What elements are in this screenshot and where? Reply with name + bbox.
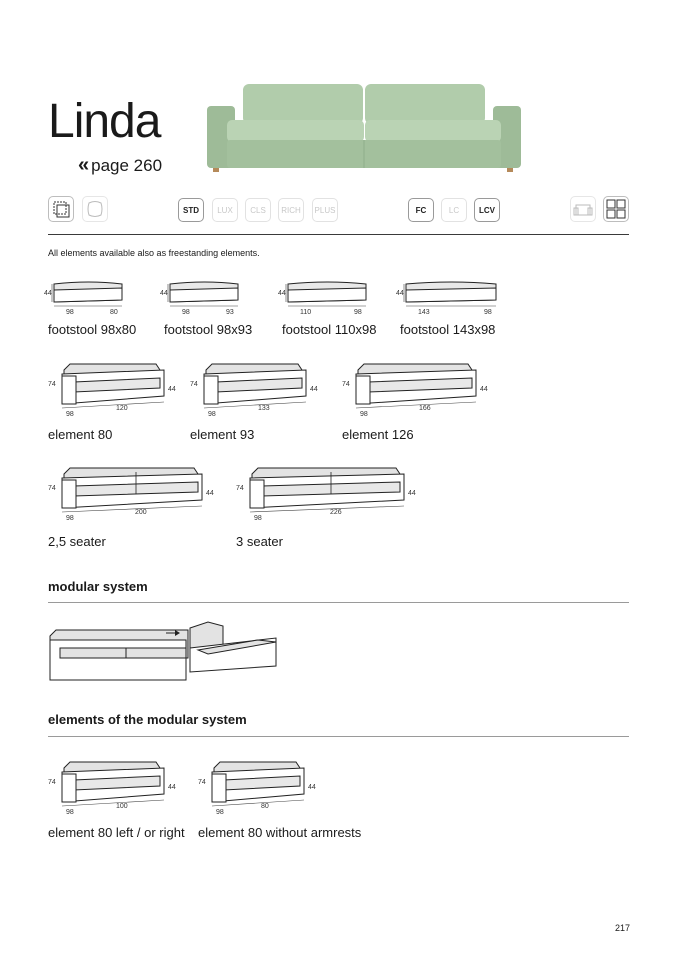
depth-dim-label: 98 — [66, 309, 74, 316]
footstool-diagram — [278, 278, 372, 318]
width-dim-label: 98 — [354, 309, 362, 316]
height-dim-label: 44 — [278, 290, 286, 297]
seater-label: 3 seater — [236, 534, 283, 549]
grade-std-badge: STD — [178, 198, 204, 222]
footstool-diagram — [160, 278, 244, 318]
cushion-icon — [48, 196, 74, 222]
element-diagram — [342, 358, 502, 422]
element-label: element 80 — [48, 427, 113, 442]
depth-dim-label: 98 — [66, 809, 74, 816]
page-ref-arrow-icon: « — [78, 154, 90, 176]
width-dim-label: 166 — [419, 405, 431, 412]
depth-dim-label: 143 — [418, 309, 430, 316]
grade-lux-badge: LUX — [212, 198, 238, 222]
header-divider — [48, 234, 629, 235]
modular-element-diagram — [198, 756, 330, 820]
footstool-diagram — [44, 278, 128, 318]
footstool-diagram — [396, 278, 502, 318]
modular-element-label: element 80 without armrests — [198, 825, 362, 840]
width-dim-label: 93 — [226, 309, 234, 316]
footstool-label: footstool 110x98 — [282, 322, 377, 337]
depth-dim-label: 98 — [66, 515, 74, 522]
comfort-fc-badge: FC — [408, 198, 434, 222]
width-dim-label: 133 — [258, 405, 270, 412]
grade-cls-badge: CLS — [245, 198, 271, 222]
height-dim-label: 44 — [396, 290, 404, 297]
seat-height-dim-label: 44 — [308, 784, 316, 791]
grade-plus-badge: PLUS — [312, 198, 338, 222]
comfort-lcv-badge: LCV — [474, 198, 500, 222]
seat-height-dim-label: 44 — [168, 386, 176, 393]
depth-dim-label: 110 — [300, 309, 312, 316]
seater-label: 2,5 seater — [48, 534, 106, 549]
element-diagram — [190, 358, 332, 422]
seater-diagram — [236, 462, 430, 526]
comfort-lc-badge: LC — [441, 198, 467, 222]
modular-elements-divider — [48, 736, 629, 737]
modular-system-heading: modular system — [48, 579, 148, 594]
depth-dim-label: 98 — [66, 411, 74, 418]
page-reference[interactable] — [78, 155, 162, 175]
width-dim-label: 120 — [116, 405, 128, 412]
height-dim-label: 74 — [48, 485, 56, 492]
modular-system-diagram — [48, 618, 280, 680]
width-dim-label: 226 — [330, 509, 342, 516]
depth-dim-label: 98 — [254, 515, 262, 522]
seat-height-dim-label: 44 — [168, 784, 176, 791]
availability-note: All elements available also as freestanding elements. — [48, 248, 260, 258]
leather-hide-icon — [82, 196, 108, 222]
page-number: 217 — [615, 923, 631, 933]
height-dim-label: 44 — [160, 290, 168, 297]
height-dim-label: 74 — [48, 381, 56, 388]
footstool-label: footstool 98x93 — [164, 322, 253, 337]
modular-divider — [48, 602, 629, 603]
seater-diagram — [48, 462, 228, 526]
page-ref-text: page 260 — [91, 156, 163, 175]
modular-grid-icon — [603, 196, 629, 222]
height-dim-label: 74 — [236, 485, 244, 492]
width-dim-label: 80 — [261, 803, 269, 810]
modular-element-label: element 80 left / or right — [48, 825, 185, 840]
modular-elements-heading: elements of the modular system — [48, 712, 247, 727]
footstool-label: footstool 143x98 — [400, 322, 496, 337]
footstool-label: footstool 98x80 — [48, 322, 137, 337]
seat-height-dim-label: 44 — [408, 490, 416, 497]
seat-height-dim-label: 44 — [206, 490, 214, 497]
element-label: element 126 — [342, 427, 414, 442]
depth-dim-label: 98 — [208, 411, 216, 418]
height-dim-label: 74 — [190, 381, 198, 388]
depth-dim-label: 98 — [182, 309, 190, 316]
width-dim-label: 80 — [110, 309, 118, 316]
seat-height-dim-label: 44 — [310, 386, 318, 393]
element-label: element 93 — [190, 427, 255, 442]
height-dim-label: 74 — [198, 779, 206, 786]
modular-element-diagram — [48, 756, 190, 820]
height-dim-label: 74 — [48, 779, 56, 786]
element-diagram — [48, 358, 190, 422]
sofa-photo — [205, 82, 523, 174]
grade-rich-badge: RICH — [278, 198, 304, 222]
height-dim-label: 74 — [342, 381, 350, 388]
seat-height-dim-label: 44 — [480, 386, 488, 393]
depth-dim-label: 98 — [360, 411, 368, 418]
width-dim-label: 100 — [116, 803, 128, 810]
height-dim-label: 44 — [44, 290, 52, 297]
width-dim-label: 200 — [135, 509, 147, 516]
armchair-icon — [570, 196, 596, 222]
width-dim-label: 98 — [484, 309, 492, 316]
depth-dim-label: 98 — [216, 809, 224, 816]
page-title: Linda — [48, 95, 161, 148]
